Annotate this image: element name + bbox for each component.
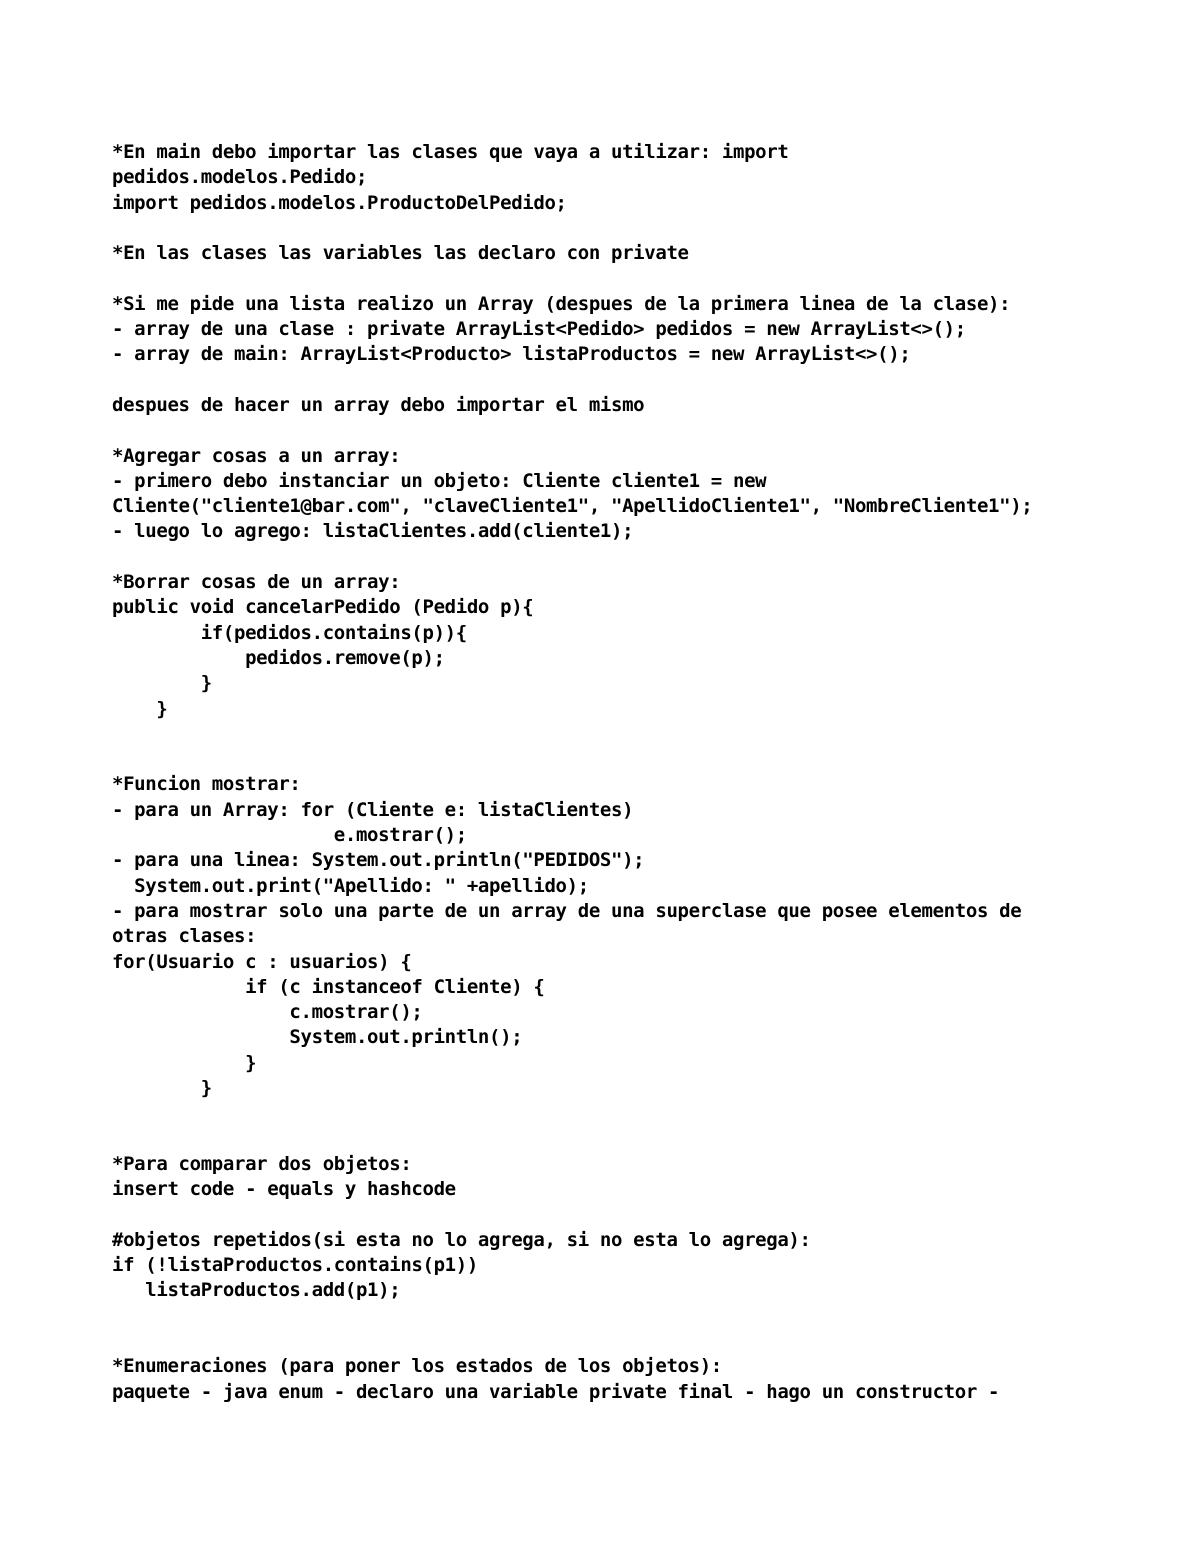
blank-line bbox=[112, 368, 1112, 393]
blank-line bbox=[112, 1101, 1112, 1126]
text-line: if(pedidos.contains(p)){ bbox=[112, 621, 467, 644]
text-line: } bbox=[112, 1076, 212, 1099]
blank-line bbox=[112, 545, 1112, 570]
text-line: - para una linea: System.out.println("PEDIDOS"); bbox=[112, 849, 645, 872]
blank-line bbox=[112, 1127, 1112, 1152]
blank-line bbox=[112, 216, 1112, 241]
document-body bbox=[112, 140, 1112, 1405]
text-line: *Para comparar dos objetos: bbox=[112, 1152, 412, 1175]
text-line: despues de hacer un array debo importar el mismo bbox=[112, 393, 645, 416]
text-line: *Si me pide una lista realizo un Array (despues de la primera linea de la clase): bbox=[112, 292, 1011, 315]
blank-line bbox=[112, 747, 1112, 772]
text-line: *Borrar cosas de un array: bbox=[112, 571, 401, 594]
text-line: - para un Array: for (Cliente e: listaClientes) bbox=[112, 798, 634, 821]
text-line: *Enumeraciones (para poner los estados de los objetos): bbox=[112, 1355, 722, 1378]
blank-line bbox=[112, 1304, 1112, 1329]
text-line: *En main debo importar las clases que vaya a utilizar: import bbox=[112, 141, 789, 163]
text-line: pedidos.remove(p); bbox=[112, 646, 445, 669]
text-line: } bbox=[112, 672, 212, 695]
text-line: *Funcion mostrar: bbox=[112, 773, 301, 796]
text-line: if (c instanceof Cliente) { bbox=[112, 975, 545, 998]
text-line: - array de una clase : private ArrayList<Pedido> pedidos = new ArrayList<>(); bbox=[112, 318, 966, 341]
text-line: System.out.print("Apellido: " +apellido); bbox=[112, 874, 589, 897]
text-line: otras clases: bbox=[112, 925, 257, 948]
text-line: *En las clases las variables las declaro con private bbox=[112, 242, 689, 265]
text-line: pedidos.modelos.Pedido; bbox=[112, 166, 368, 189]
text-line: Cliente("cliente1@bar.com", "claveCliente1", "ApellidoCliente1", "NombreCliente1"); bbox=[112, 495, 1033, 518]
text-line: - primero debo instanciar un objeto: Cliente cliente1 = new bbox=[112, 469, 767, 492]
blank-line bbox=[112, 266, 1112, 291]
text-line: public void cancelarPedido (Pedido p){ bbox=[112, 596, 534, 619]
text-line: c.mostrar(); bbox=[112, 1001, 423, 1024]
text-line: } bbox=[112, 1051, 257, 1074]
text-line: insert code - equals y hashcode bbox=[112, 1178, 456, 1201]
text-line: #objetos repetidos(si esta no lo agrega, si no esta lo agrega): bbox=[112, 1228, 811, 1251]
blank-line bbox=[112, 418, 1112, 443]
text-line: *Agregar cosas a un array: bbox=[112, 444, 401, 467]
text-line: for(Usuario c : usuarios) { bbox=[112, 950, 412, 973]
text-line: if (!listaProductos.contains(p1)) bbox=[112, 1254, 478, 1277]
blank-line bbox=[112, 1202, 1112, 1227]
text-line: - para mostrar solo una parte de un array de una superclase que posee elementos de bbox=[112, 899, 1022, 922]
blank-line bbox=[112, 722, 1112, 747]
text-line: import pedidos.modelos.ProductoDelPedido; bbox=[112, 191, 567, 214]
text-line: paquete - java enum - declaro una variable private final - hago un constructor - bbox=[112, 1380, 1000, 1403]
text-line: e.mostrar(); bbox=[112, 824, 467, 847]
text-line: - luego lo agrego: listaClientes.add(cliente1); bbox=[112, 520, 634, 543]
text-line: System.out.println(); bbox=[112, 1026, 523, 1049]
text-line: listaProductos.add(p1); bbox=[112, 1279, 401, 1302]
blank-line bbox=[112, 1329, 1112, 1354]
text-line: } bbox=[112, 697, 168, 720]
text-line: - array de main: ArrayList<Producto> listaProductos = new ArrayList<>(); bbox=[112, 343, 911, 366]
